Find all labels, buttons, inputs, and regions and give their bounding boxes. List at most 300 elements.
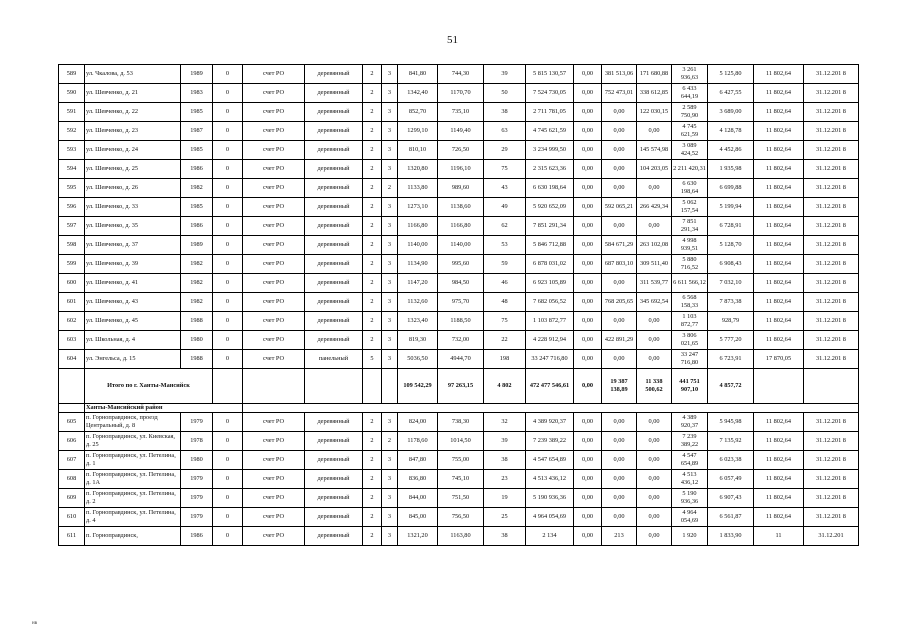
cell-wall: деревянный: [305, 413, 363, 432]
cell-entrances: 3: [382, 122, 398, 141]
cell-rate: 7 032,10: [708, 274, 754, 293]
cell-wall: деревянный: [305, 293, 363, 312]
cell-c2: 0,00: [602, 122, 637, 141]
cell-floors: 2: [363, 432, 382, 451]
cell-address: ул. Шевченко, д. 39: [85, 255, 181, 274]
cell-cost: 2 315 623,36: [526, 160, 574, 179]
cell-area-total: 824,00: [398, 413, 438, 432]
district-blank: [59, 404, 85, 413]
cell-fund: счет РО: [243, 103, 305, 122]
cell-address: п. Горноправдинск, ул. Петелина, д. 2: [85, 489, 181, 508]
cell-year: 1986: [181, 160, 213, 179]
cell-c3: 171 680,88: [637, 65, 672, 84]
cell-c3: 0,00: [637, 413, 672, 432]
cell-cost: 4 389 920,37: [526, 413, 574, 432]
cell-residents: 32: [484, 413, 526, 432]
cell-zero: 0: [213, 160, 243, 179]
cell-area-total: 1133,80: [398, 179, 438, 198]
cell-c1: 0,00: [574, 122, 602, 141]
page-number: 51: [447, 34, 458, 46]
cell-date: 31.12.201 8: [804, 274, 859, 293]
cell-address: п. Горноправдинск, ул. Петелина, д. 4: [85, 508, 181, 527]
cell-year: 1982: [181, 179, 213, 198]
cell-n: 602: [59, 312, 85, 331]
table-row: [59, 122, 859, 141]
cell-area-res: 1140,00: [438, 236, 484, 255]
cell-n: 605: [59, 413, 85, 432]
cell-c2: 768 205,65: [602, 293, 637, 312]
cell-rate: 6 057,49: [708, 470, 754, 489]
cell-floors: 2: [363, 141, 382, 160]
cell-rate: 7 873,38: [708, 293, 754, 312]
cell-rate: 7 135,92: [708, 432, 754, 451]
cell-cost: 4 964 054,69: [526, 508, 574, 527]
cell-fund: счет РО: [243, 527, 305, 546]
cell-year: 1982: [181, 293, 213, 312]
cell-date: 31.12.201 8: [804, 65, 859, 84]
cell-area-res: 1166,80: [438, 217, 484, 236]
cell-wall: деревянный: [305, 451, 363, 470]
table-row: [59, 103, 859, 122]
cell-rate: 1 833,90: [708, 527, 754, 546]
cell-c4: 3 806 021,65: [672, 331, 708, 350]
cell-c1: 0,00: [574, 236, 602, 255]
cell-entrances: 3: [382, 255, 398, 274]
cell-cost: 5 815 130,57: [526, 65, 574, 84]
cell-wall: деревянный: [305, 274, 363, 293]
cell-n: 601: [59, 293, 85, 312]
cell-c4: 5 190 936,36: [672, 489, 708, 508]
cell-year: 1979: [181, 489, 213, 508]
cell-year: 1988: [181, 312, 213, 331]
cell-zero: 0: [213, 217, 243, 236]
cell-floors: 2: [363, 179, 382, 198]
cell-fund: счет РО: [243, 413, 305, 432]
cell-c5: 11 802,64: [754, 179, 804, 198]
cell-address: ул. Шевченко, д. 37: [85, 236, 181, 255]
cell-entrances: 3: [382, 350, 398, 369]
cell-fund: счет РО: [243, 350, 305, 369]
cell-c3: 0,00: [637, 470, 672, 489]
cell-c2: 0,00: [602, 312, 637, 331]
cell-residents: 19: [484, 489, 526, 508]
cell-zero: 0: [213, 122, 243, 141]
cell-address: ул. Шевченко, д. 25: [85, 160, 181, 179]
cell-area-total: 1320,80: [398, 160, 438, 179]
cell-c1: 0,00: [574, 432, 602, 451]
cell-date: 31.12.201 8: [804, 198, 859, 217]
cell-date: 31.12.201 8: [804, 122, 859, 141]
cell-fund: счет РО: [243, 293, 305, 312]
cell-address: ул. Школьная, д. 4: [85, 331, 181, 350]
cell-address: ул. Шевченко, д. 24: [85, 141, 181, 160]
cell-c2: 687 803,10: [602, 255, 637, 274]
cell-address: п. Горноправдинск,: [85, 527, 181, 546]
cell-fund: счет РО: [243, 489, 305, 508]
cell-area-total: 845,00: [398, 508, 438, 527]
cell-c3: 0,00: [637, 451, 672, 470]
cell-zero: 0: [213, 470, 243, 489]
cell-date: 31.12.201 8: [804, 312, 859, 331]
cell-area-total: 1140,00: [398, 236, 438, 255]
cell-c5: 11 802,64: [754, 508, 804, 527]
cell-area-res: 1188,50: [438, 312, 484, 331]
table-row: [59, 141, 859, 160]
cell-fund: счет РО: [243, 255, 305, 274]
cell-wall: деревянный: [305, 122, 363, 141]
table-row: [59, 160, 859, 179]
cell-zero: 0: [213, 451, 243, 470]
cell-entrances: 3: [382, 274, 398, 293]
cell-entrances: 3: [382, 489, 398, 508]
cell-rate: 6 907,43: [708, 489, 754, 508]
cell-year: 1989: [181, 65, 213, 84]
table-row: [59, 508, 859, 527]
cell-wall: деревянный: [305, 470, 363, 489]
cell-cost: 5 920 652,09: [526, 198, 574, 217]
cell-rate: 6 908,43: [708, 255, 754, 274]
cell-area-res: 726,50: [438, 141, 484, 160]
cell-zero: 0: [213, 432, 243, 451]
cell-c5: 11 802,64: [754, 255, 804, 274]
cell-address: ул. Шевченко, д. 33: [85, 198, 181, 217]
cell-fund: счет РО: [243, 432, 305, 451]
cell-entrances: 3: [382, 84, 398, 103]
cell-year: 1985: [181, 141, 213, 160]
cell-residents: 39: [484, 432, 526, 451]
cell-c1: 0,00: [574, 489, 602, 508]
cell-date: 31.12.201 8: [804, 413, 859, 432]
cell-rate: 928,79: [708, 312, 754, 331]
district-row: [59, 404, 859, 413]
total-blank-6: [382, 369, 398, 404]
table-row: [59, 84, 859, 103]
cell-address: ул. Шевченко, д. 35: [85, 217, 181, 236]
cell-year: 1983: [181, 84, 213, 103]
cell-rate: 5 128,70: [708, 236, 754, 255]
cell-fund: счет РО: [243, 451, 305, 470]
cell-year: 1989: [181, 236, 213, 255]
cell-floors: 2: [363, 255, 382, 274]
total-cost: 472 477 546,61: [526, 369, 574, 404]
cell-residents: 75: [484, 312, 526, 331]
total-blank-3: [243, 369, 305, 404]
cell-area-res: 732,00: [438, 331, 484, 350]
cell-cost: 3 234 999,50: [526, 141, 574, 160]
cell-c5: 11 802,64: [754, 432, 804, 451]
cell-zero: 0: [213, 255, 243, 274]
cell-entrances: 3: [382, 141, 398, 160]
cell-c1: 0,00: [574, 293, 602, 312]
cell-date: 31.12.201 8: [804, 470, 859, 489]
cell-entrances: 3: [382, 103, 398, 122]
cell-year: 1986: [181, 217, 213, 236]
cell-cost: 6 630 198,64: [526, 179, 574, 198]
cell-c4: 5 880 716,52: [672, 255, 708, 274]
cell-c4: 3 261 936,63: [672, 65, 708, 84]
cell-year: 1980: [181, 331, 213, 350]
cell-address: ул. Шевченко, д. 41: [85, 274, 181, 293]
total-area-total: 109 542,29: [398, 369, 438, 404]
cell-area-total: 5036,50: [398, 350, 438, 369]
cell-c5: 11 802,64: [754, 160, 804, 179]
cell-residents: 29: [484, 141, 526, 160]
cell-entrances: 3: [382, 451, 398, 470]
cell-address: ул. Чкалова, д. 53: [85, 65, 181, 84]
cell-rate: 6 728,91: [708, 217, 754, 236]
cell-c2: 0,00: [602, 274, 637, 293]
cell-cost: 1 103 872,77: [526, 312, 574, 331]
total-c3: 11 338 500,62: [637, 369, 672, 404]
cell-wall: деревянный: [305, 179, 363, 198]
cell-c4: 33 247 716,80: [672, 350, 708, 369]
cell-c4: 2 589 750,90: [672, 103, 708, 122]
cell-residents: 63: [484, 122, 526, 141]
cell-rate: 4 452,86: [708, 141, 754, 160]
cell-area-total: 1321,20: [398, 527, 438, 546]
cell-address: ул. Шевченко, д. 21: [85, 84, 181, 103]
cell-rate: 3 689,00: [708, 103, 754, 122]
cell-zero: 0: [213, 413, 243, 432]
cell-n: 606: [59, 432, 85, 451]
cell-c2: 0,00: [602, 413, 637, 432]
cell-c5: 11 802,64: [754, 236, 804, 255]
cell-address: ул. Шевченко, д. 43: [85, 293, 181, 312]
table-row: [59, 255, 859, 274]
cell-date: 31.12.201 8: [804, 84, 859, 103]
cell-n: 594: [59, 160, 85, 179]
total-residents: 4 802: [484, 369, 526, 404]
cell-rate: 6 723,91: [708, 350, 754, 369]
cell-c2: 0,00: [602, 470, 637, 489]
cell-cost: 4 547 654,89: [526, 451, 574, 470]
cell-c4: 7 239 389,22: [672, 432, 708, 451]
cell-c3: 0,00: [637, 179, 672, 198]
cell-fund: счет РО: [243, 198, 305, 217]
total-c1: 0,00: [574, 369, 602, 404]
cell-area-total: 1299,10: [398, 122, 438, 141]
cell-c1: 0,00: [574, 451, 602, 470]
cell-zero: 0: [213, 489, 243, 508]
cell-fund: счет РО: [243, 65, 305, 84]
cell-n: 592: [59, 122, 85, 141]
cell-date: 31.12.201 8: [804, 350, 859, 369]
cell-wall: панельный: [305, 350, 363, 369]
cell-c2: 592 065,21: [602, 198, 637, 217]
table-row: [59, 350, 859, 369]
cell-address: ул. Энгельса, д. 15: [85, 350, 181, 369]
table-row: [59, 331, 859, 350]
cell-area-res: 984,50: [438, 274, 484, 293]
cell-area-total: 844,00: [398, 489, 438, 508]
cell-c2: 584 671,29: [602, 236, 637, 255]
cell-wall: деревянный: [305, 198, 363, 217]
cell-n: 598: [59, 236, 85, 255]
cell-n: 608: [59, 470, 85, 489]
cell-c1: 0,00: [574, 350, 602, 369]
cell-rate: 5 945,98: [708, 413, 754, 432]
table-row: [59, 432, 859, 451]
cell-cost: 7 239 389,22: [526, 432, 574, 451]
cell-c5: 11 802,64: [754, 217, 804, 236]
cell-c5: 11 802,64: [754, 470, 804, 489]
cell-zero: 0: [213, 65, 243, 84]
cell-c1: 0,00: [574, 141, 602, 160]
cell-residents: 25: [484, 508, 526, 527]
cell-c5: 11 802,64: [754, 103, 804, 122]
cell-address: ул. Шевченко, д. 22: [85, 103, 181, 122]
cell-year: 1979: [181, 470, 213, 489]
cell-floors: 2: [363, 65, 382, 84]
total-row: [59, 369, 859, 404]
total-blank-8: [804, 369, 859, 404]
cell-cost: 4 228 912,94: [526, 331, 574, 350]
cell-c1: 0,00: [574, 255, 602, 274]
cell-c3: 0,00: [637, 350, 672, 369]
cell-floors: 2: [363, 413, 382, 432]
cell-address: п. Горноправдинск, ул. Петелина, д. 1: [85, 451, 181, 470]
cell-c4: 4 389 920,37: [672, 413, 708, 432]
cell-floors: 2: [363, 527, 382, 546]
cell-area-res: 1163,80: [438, 527, 484, 546]
cell-c1: 0,00: [574, 527, 602, 546]
cell-fund: счет РО: [243, 84, 305, 103]
cell-date: 31.12.201 8: [804, 293, 859, 312]
cell-zero: 0: [213, 293, 243, 312]
cell-c4: 1 920: [672, 527, 708, 546]
cell-c1: 0,00: [574, 179, 602, 198]
cell-c2: 0,00: [602, 432, 637, 451]
cell-entrances: 3: [382, 413, 398, 432]
cell-rate: 6 023,38: [708, 451, 754, 470]
cell-c2: 381 513,06: [602, 65, 637, 84]
cell-date: 31.12.201 8: [804, 141, 859, 160]
cell-entrances: 3: [382, 470, 398, 489]
cell-area-total: 1132,60: [398, 293, 438, 312]
cell-zero: 0: [213, 236, 243, 255]
cell-c3: 263 102,08: [637, 236, 672, 255]
cell-wall: деревянный: [305, 141, 363, 160]
cell-date: 31.12.201 8: [804, 160, 859, 179]
cell-c4: 6 630 198,64: [672, 179, 708, 198]
total-blank-7: [754, 369, 804, 404]
cell-wall: деревянный: [305, 312, 363, 331]
cell-zero: 0: [213, 350, 243, 369]
cell-floors: 2: [363, 274, 382, 293]
cell-c3: 0,00: [637, 527, 672, 546]
cell-address: п. Горноправдинск, проезд Центральный, д. 8: [85, 413, 181, 432]
cell-residents: 53: [484, 236, 526, 255]
cell-zero: 0: [213, 141, 243, 160]
cell-n: 589: [59, 65, 85, 84]
cell-c4: 2 211 420,31: [672, 160, 708, 179]
cell-residents: 59: [484, 255, 526, 274]
cell-entrances: 3: [382, 236, 398, 255]
cell-c4: 4 998 939,51: [672, 236, 708, 255]
cell-residents: 49: [484, 198, 526, 217]
cell-c3: 104 203,05: [637, 160, 672, 179]
cell-rate: 5 777,20: [708, 331, 754, 350]
cell-date: 31.12.201 8: [804, 255, 859, 274]
cell-wall: деревянный: [305, 65, 363, 84]
cell-residents: 22: [484, 331, 526, 350]
cell-c3: 145 574,98: [637, 141, 672, 160]
cell-floors: 2: [363, 312, 382, 331]
cell-area-res: 975,70: [438, 293, 484, 312]
cell-c1: 0,00: [574, 160, 602, 179]
total-area-res: 97 263,15: [438, 369, 484, 404]
table-row: [59, 312, 859, 331]
cell-cost: 6 923 105,89: [526, 274, 574, 293]
cell-address: ул. Шевченко, д. 45: [85, 312, 181, 331]
cell-entrances: 3: [382, 160, 398, 179]
cell-floors: 2: [363, 331, 382, 350]
cell-c3: 0,00: [637, 432, 672, 451]
total-label: Итого по г. Ханты-Мансийск: [85, 369, 213, 404]
cell-c4: 5 062 157,54: [672, 198, 708, 217]
cell-year: 1987: [181, 122, 213, 141]
cell-wall: деревянный: [305, 255, 363, 274]
cell-address: ул. Шевченко, д. 23: [85, 122, 181, 141]
district-label: Ханты-Мансийский район: [85, 404, 243, 413]
cell-year: 1985: [181, 198, 213, 217]
cell-area-total: 1342,40: [398, 84, 438, 103]
cell-c5: 11 802,64: [754, 84, 804, 103]
cell-c2: 0,00: [602, 508, 637, 527]
cell-zero: 0: [213, 198, 243, 217]
cell-fund: счет РО: [243, 508, 305, 527]
cell-year: 1988: [181, 350, 213, 369]
cell-cost: 5 846 712,88: [526, 236, 574, 255]
cell-date: 31.12.201 8: [804, 508, 859, 527]
cell-rate: 4 128,78: [708, 122, 754, 141]
cell-c3: 266 429,34: [637, 198, 672, 217]
cell-c1: 0,00: [574, 217, 602, 236]
table-row: [59, 236, 859, 255]
cell-c5: 11 802,64: [754, 413, 804, 432]
cell-c2: 0,00: [602, 350, 637, 369]
cell-area-res: 756,50: [438, 508, 484, 527]
cell-address: п. Горноправдинск, ул. Петелина, д. 1А: [85, 470, 181, 489]
cell-n: 596: [59, 198, 85, 217]
cell-zero: 0: [213, 508, 243, 527]
cell-c3: 0,00: [637, 489, 672, 508]
cell-c3: 309 511,40: [637, 255, 672, 274]
cell-fund: счет РО: [243, 470, 305, 489]
cell-area-total: 1178,60: [398, 432, 438, 451]
cell-fund: счет РО: [243, 179, 305, 198]
cell-n: 609: [59, 489, 85, 508]
cell-c5: 11 802,64: [754, 489, 804, 508]
cell-c2: 752 473,01: [602, 84, 637, 103]
cell-floors: 2: [363, 84, 382, 103]
cell-zero: 0: [213, 331, 243, 350]
cell-floors: 2: [363, 217, 382, 236]
cell-area-total: 1147,20: [398, 274, 438, 293]
cell-c5: 17 870,05: [754, 350, 804, 369]
table-row: [59, 274, 859, 293]
cell-n: 607: [59, 451, 85, 470]
cell-area-total: 1166,80: [398, 217, 438, 236]
cell-c1: 0,00: [574, 312, 602, 331]
cell-area-total: 1273,10: [398, 198, 438, 217]
cell-zero: 0: [213, 179, 243, 198]
cell-c4: 1 103 872,77: [672, 312, 708, 331]
cell-c5: 11 802,64: [754, 274, 804, 293]
cell-c3: 338 612,85: [637, 84, 672, 103]
cell-year: 1985: [181, 103, 213, 122]
cell-c4: 6 611 566,12: [672, 274, 708, 293]
